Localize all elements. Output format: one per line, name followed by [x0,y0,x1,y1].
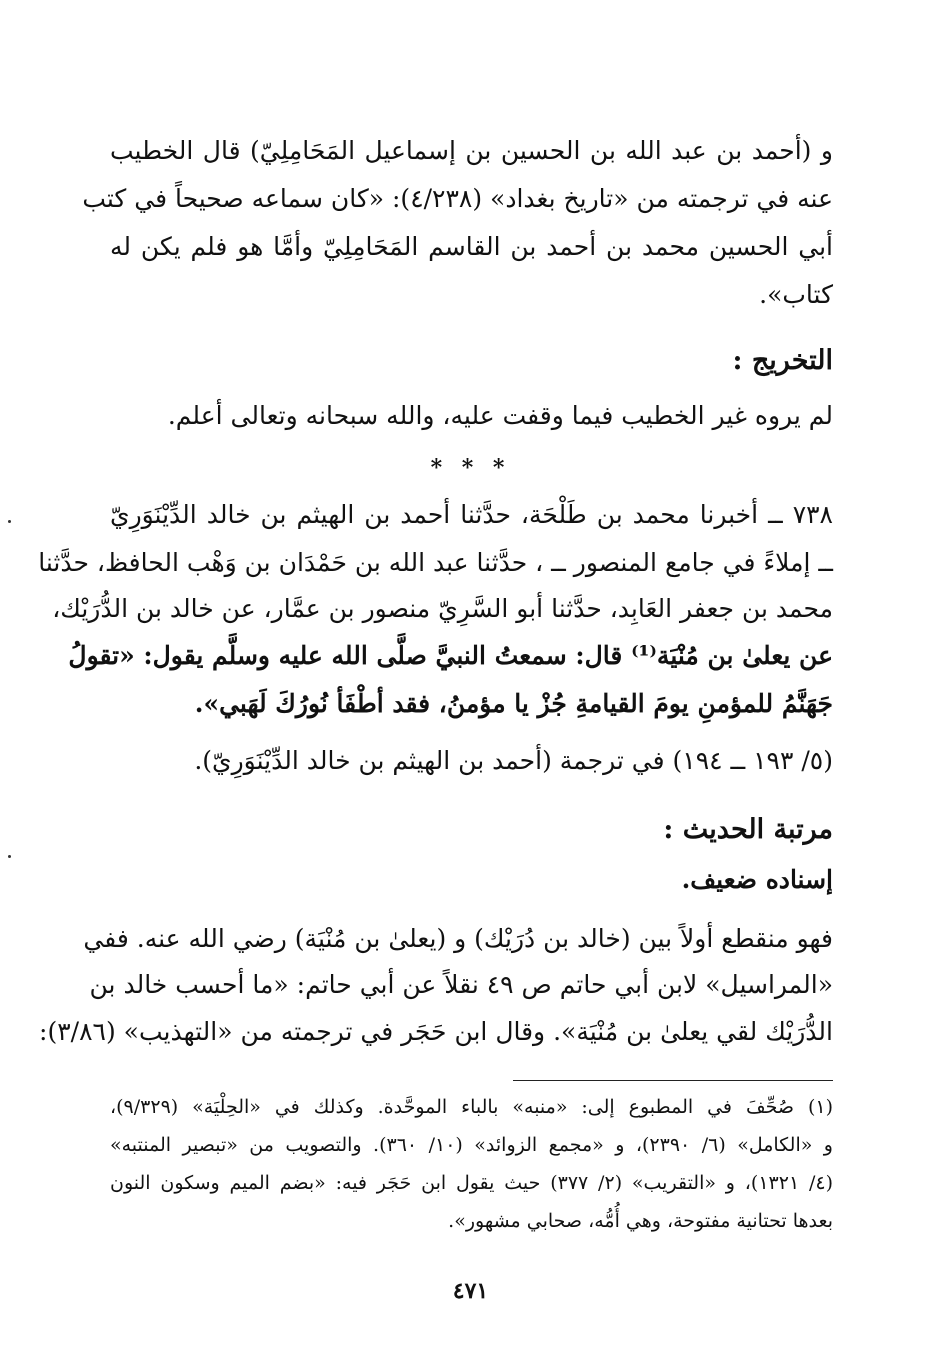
hadith-line-2: ــ إملاءً في جامع المنصور ــ ، حدَّثنا عبد الله بن حَمْدَان بن وَهْب الحافظ، حدَّثنا [38,548,833,577]
footnote-line-3: (٤/ ١٣٢١)، و «التقريب» (٢/ ٣٧٧) حيث يقول ابن حَجَر فيه: «بضم الميم وسكون النون [110,1172,834,1194]
paragraph2-line-2: «المراسيل» لابن أبي حاتم ص ٤٩ نقلاً عن أبي حاتم: «ما أحسب خالد بن [89,970,833,999]
page-number: ٤٧١ [452,1278,489,1304]
hadith-line-4: عن يعلىٰ بن مُنْيَة⁽¹⁾ قال: سمعتُ النبيَّ صلَّى الله عليه وسلَّم يقول: «تقولُ [68,641,833,670]
section-separator: * * * [430,455,511,481]
footnote-line-4: بعدها تحتانية مفتوحة، وهي أُمُّه، صحابي مشهور». [448,1210,833,1232]
scan-speck [8,855,11,858]
hadith-line-1: ٧٣٨ ــ أخبرنا محمد بن طَلْحَة، حدَّثنا أحمد بن الهيثم بن خالد الدِّيْنَوَرِيّ [110,500,833,529]
heading-takhrij: التخريج : [732,345,833,376]
paragraph1-line-3: أبي الحسين محمد بن أحمد بن القاسم المَحَامِلِيّ وأمَّا هو فلم يكن له [110,232,833,261]
hadith-line-3: محمد بن جعفر العَابِد، حدَّثنا أبو السَّرِيّ منصور بن عمَّار، عن خالد بن الدُّرَيْك، [52,594,833,623]
takhrij-text: لم يروه غير الخطيب فيما وقفت عليه، والله سبحانه وتعالى أعلم. [167,401,833,430]
paragraph1-line-1: و (أحمد بن عبد الله بن الحسين بن إسماعيل المَحَامِلِيّ) قال الخطيب [110,136,833,165]
hadith-line-5: جَهَنَّمُ للمؤمنِ يومَ القيامةِ جُزْ يا مؤمنُ، فقد أطْفَأ نُورُكَ لَهَبي». [194,689,833,718]
reference-line: (٥/ ١٩٣ ــ ١٩٤) في ترجمة (أحمد بن الهيثم بن خالد الدِّيْنَوَرِيّ). [194,746,833,775]
paragraph1-line-4: كتاب». [759,280,833,309]
footnote-line-2: و «الكامل» (٦/ ٢٣٩٠)، و «مجمع الزوائد» (١٠/ ٣٦٠). والتصويب من «تبصير المنتبه» [110,1134,833,1156]
paragraph1-line-2: عنه في ترجمته من «تاريخ بغداد» (٤/٢٣٨): «كان سماعه صحيحاً في كتب [82,184,833,213]
footnote-line-1: (١) صُحِّفَ في المطبوع إلى: «منبه» بالباء الموحَّدة. وكذلك في «الحِلْيَة» (٩/٣٢٩)، [110,1096,833,1118]
heading-rutba: مرتبة الحديث : [663,814,833,845]
paragraph2-line-1: فهو منقطع أولاً بين (خالد بن دُرَيْك) و (يعلىٰ بن مُنْيَة) رضي الله عنه. ففي [83,924,833,953]
paragraph2-line-3: الدُّرَيْك لقي يعلىٰ بن مُنْيَة». وقال ابن حَجَر في ترجمته من «التهذيب» (٣/٨٦): [39,1017,833,1046]
footnote-rule [513,1080,833,1081]
isnad-text: إسناده ضعيف. [681,865,833,894]
scan-speck [8,520,11,523]
